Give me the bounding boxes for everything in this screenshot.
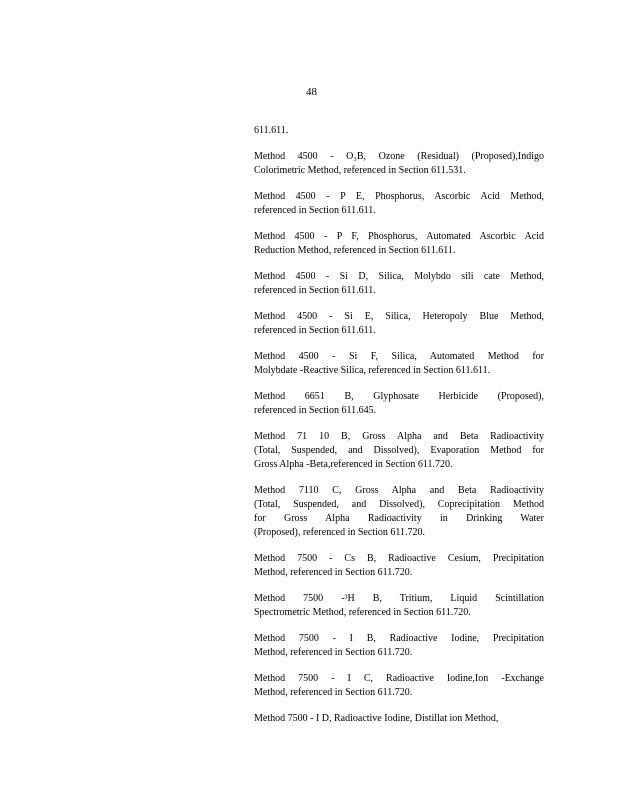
text-line: Method 4500 - P E, Phosphorus, Ascorbic Acid Method,: [254, 191, 544, 202]
method-reference-paragraph: [254, 124, 544, 138]
text-line: (Proposed), referenced in Section 611.720.: [254, 527, 425, 538]
method-reference-paragraph: [254, 310, 544, 338]
text-line: referenced in Section 611.645.: [254, 405, 377, 416]
text-line: Method, referenced in Section 611.720.: [254, 647, 413, 658]
method-reference-paragraph: [254, 190, 544, 218]
text-line: Method 7110 C, Gross Alpha and Beta Radioactivity: [254, 485, 544, 496]
text-line: for Gross Alpha Radioactivity in Drinking Water: [254, 513, 544, 524]
text-line: Gross Alpha -Beta,referenced in Section 611.720.: [254, 459, 453, 470]
text-line: referenced in Section 611.611.: [254, 325, 376, 336]
method-references-list: [254, 124, 544, 738]
text-line: 611.611.: [254, 125, 289, 136]
text-line: Method 7500 -³H B, Tritium, Liquid Scintillation: [254, 593, 544, 604]
text-line: Method 71 10 B, Gross Alpha and Beta Radioactivity: [254, 431, 544, 442]
method-reference-paragraph: [254, 430, 544, 472]
method-reference-paragraph: [254, 592, 544, 620]
text-line: (Total, Suspended, and Dissolved), Coprecipitation Method: [254, 499, 544, 510]
text-line: Method, referenced in Section 611.720.: [254, 567, 413, 578]
method-reference-paragraph: [254, 632, 544, 660]
text-line: Colorimetric Method, referenced in Section 611.531.: [254, 165, 466, 176]
text-line: Method 4500 - O₃B, Ozone (Residual) (Proposed),Indigo: [254, 151, 544, 162]
method-reference-paragraph: [254, 484, 544, 540]
text-line: Method 7500 - I D, Radioactive Iodine, Distillat ion Method,: [254, 713, 499, 724]
text-line: Method 7500 - I B, Radioactive Iodine, Precipitation: [254, 633, 544, 644]
method-reference-paragraph: [254, 150, 544, 178]
method-reference-paragraph: [254, 552, 544, 580]
page-number: 48: [306, 86, 317, 98]
method-reference-paragraph: [254, 390, 544, 418]
text-line: Molybdate -Reactive Silica, referenced in Section 611.611.: [254, 365, 491, 376]
method-reference-paragraph: [254, 270, 544, 298]
text-line: Method 4500 - Si F, Silica, Automated Method for: [254, 351, 544, 362]
text-line: Method 4500 - Si E, Silica, Heteropoly Blue Method,: [254, 311, 544, 322]
text-line: Method 7500 - I C, Radioactive Iodine,Ion -Exchange: [254, 673, 544, 684]
text-line: referenced in Section 611.611.: [254, 285, 376, 296]
text-line: Method 4500 - Si D, Silica, Molybdo sili cate Method,: [254, 271, 544, 282]
text-line: Method 4500 - P F, Phosphorus, Automated Ascorbic Acid: [254, 231, 544, 242]
method-reference-paragraph: [254, 350, 544, 378]
text-line: Method, referenced in Section 611.720.: [254, 687, 413, 698]
text-line: (Total, Suspended, and Dissolved), Evaporation Method for: [254, 445, 544, 456]
text-line: Method 6651 B, Glyphosate Herbicide (Proposed),: [254, 391, 544, 402]
text-line: referenced in Section 611.611.: [254, 205, 376, 216]
text-line: Method 7500 - Cs B, Radioactive Cesium, Precipitation: [254, 553, 544, 564]
method-reference-paragraph: [254, 230, 544, 258]
text-line: Spectrometric Method, referenced in Section 611.720.: [254, 607, 471, 618]
method-reference-paragraph: [254, 672, 544, 700]
text-line: Reduction Method, referenced in Section 611.611.: [254, 245, 456, 256]
method-reference-paragraph: [254, 712, 544, 726]
